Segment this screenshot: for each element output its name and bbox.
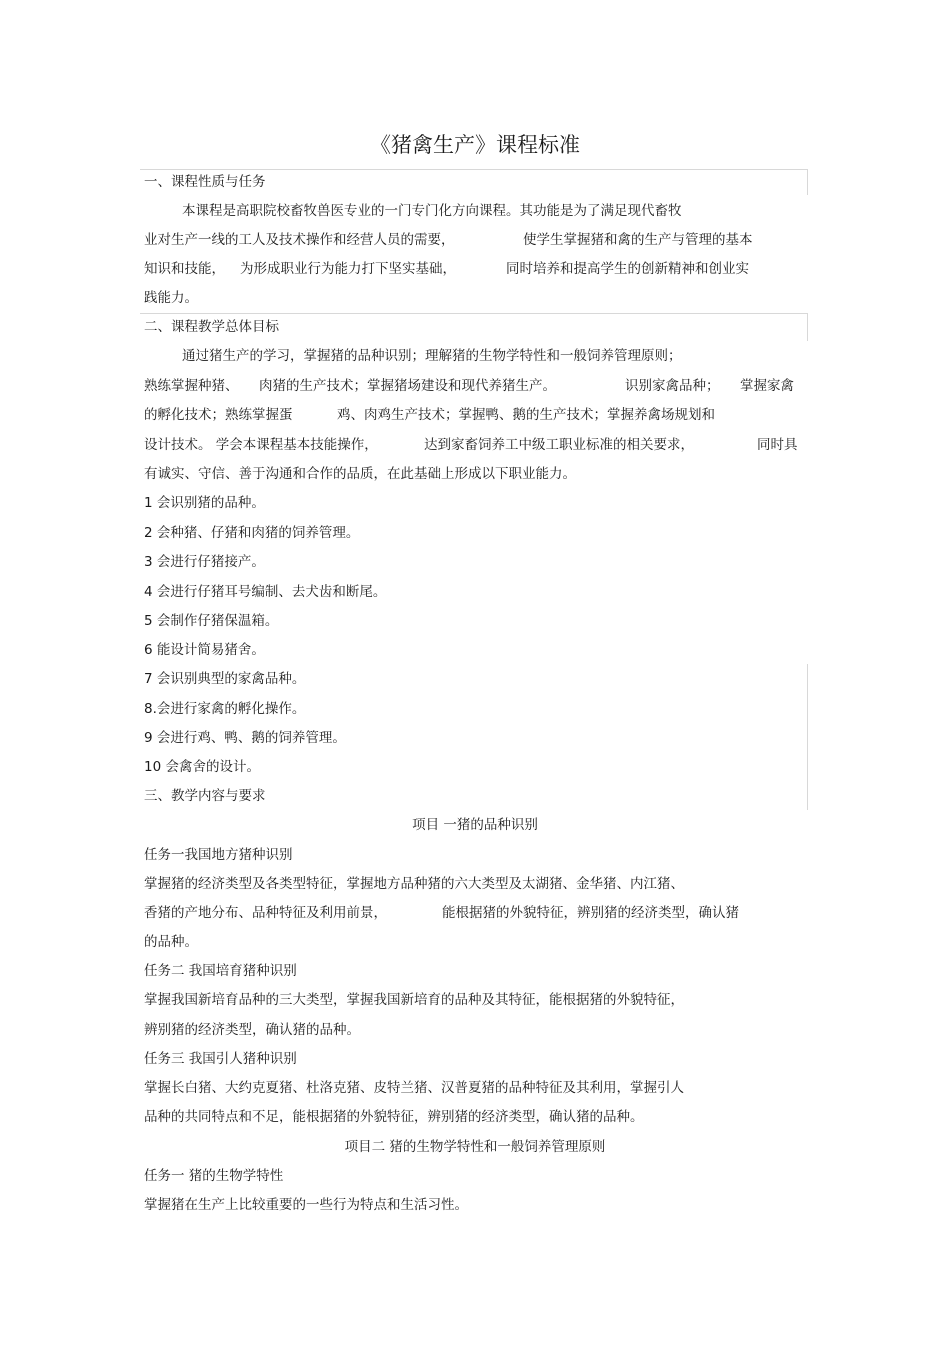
rule-right-sec2 (807, 313, 808, 341)
rule-right-list (807, 664, 808, 810)
paragraph-line: 的孵化技术；熟练掌握蛋 (144, 407, 293, 423)
section-heading-2: 二、课程教学总体目标 (144, 319, 279, 335)
paragraph-line: 践能力。 (144, 290, 198, 306)
paragraph-line: 掌握猪的经济类型及各类型特征，掌握地方品种猪的六大类型及太湖猪、金华猪、内江猪、 (144, 876, 684, 892)
ability-item: 9 会进行鸡、鸭、鹅的饲养管理。 (144, 730, 346, 746)
paragraph-line: 业对生产一线的工人及技术操作和经营人员的需要， (144, 232, 455, 248)
rule-top-sec1 (140, 169, 808, 170)
paragraph-line: 香猪的产地分布、品种特征及利用前景， (144, 905, 387, 921)
paragraph-line: 使学生掌握猪和禽的生产与管理的基本 (523, 232, 753, 248)
paragraph-line: 设计技术。 学会本课程基本技能操作， (144, 437, 378, 453)
paragraph-line: 的品种。 (144, 934, 198, 950)
document-title: 《猪禽生产》课程标准 (370, 133, 580, 157)
paragraph-line: 辨别猪的经济类型，确认猪的品种。 (144, 1022, 360, 1038)
task-title: 任务二 我国培育猪种识别 (144, 963, 297, 979)
ability-item: 6 能设计简易猪舍。 (144, 642, 265, 658)
ability-item: 8.会进行家禽的孵化操作。 (144, 701, 306, 717)
rule-right-sec1 (807, 169, 808, 195)
task-title: 任务一 猪的生物学特性 (144, 1168, 284, 1184)
ability-item: 3 会进行仔猪接产。 (144, 554, 265, 570)
ability-item: 7 会识别典型的家禽品种。 (144, 671, 306, 687)
ability-item: 1 会识别猪的品种。 (144, 495, 265, 511)
ability-item: 2 会种猪、仔猪和肉猪的饲养管理。 (144, 525, 360, 541)
paragraph-line: 鸡、肉鸡生产技术；掌握鸭、鹅的生产技术；掌握养禽场规划和 (337, 407, 715, 423)
paragraph-line: 品种的共同特点和不足，能根据猪的外貌特征，辨别猪的经济类型，确认猪的品种。 (144, 1109, 644, 1125)
paragraph-line: 通过猪生产的学习，掌握猪的品种识别；理解猪的生物学特性和一般饲养管理原则； (182, 348, 682, 364)
paragraph-line: 掌握我国新培育品种的三大类型，掌握我国新培育的品种及其特征，能根据猪的外貌特征， (144, 992, 684, 1008)
paragraph-line: 知识和技能， (144, 261, 225, 277)
paragraph-line: 掌握长白猪、大约克夏猪、杜洛克猪、皮特兰猪、汉普夏猪的品种特征及其利用，掌握引人 (144, 1080, 684, 1096)
task-title: 任务三 我国引人猪种识别 (144, 1051, 297, 1067)
section-heading-1: 一、课程性质与任务 (144, 174, 266, 190)
paragraph-line: 熟练掌握种猪、 (144, 378, 239, 394)
paragraph-line: 本课程是高职院校畜牧兽医专业的一门专门化方向课程。其功能是为了满足现代畜牧 (182, 203, 682, 219)
ability-item: 10 会禽舍的设计。 (144, 759, 260, 775)
task-title: 任务一我国地方猪种识别 (144, 847, 293, 863)
paragraph-line: 肉猪的生产技术；掌握猪场建设和现代养猪生产。 (259, 378, 556, 394)
paragraph-line: 掌握家禽 (740, 378, 794, 394)
paragraph-line: 同时具 (757, 437, 798, 453)
paragraph-line: 达到家畜饲养工中级工职业标准的相关要求， (424, 437, 694, 453)
rule-top-sec2 (140, 313, 808, 314)
ability-item: 5 会制作仔猪保温箱。 (144, 613, 279, 629)
section-heading-3: 三、教学内容与要求 (144, 788, 266, 804)
paragraph-line: 为形成职业行为能力打下坚实基础， (240, 261, 456, 277)
paragraph-line: 识别家禽品种； (625, 378, 720, 394)
paragraph-line: 掌握猪在生产上比较重要的一些行为特点和生活习性。 (144, 1197, 468, 1213)
paragraph-line: 能根据猪的外貌特征，辨别猪的经济类型，确认猪 (442, 905, 739, 921)
paragraph-line: 有诚实、守信、善于沟通和合作的品质，在此基础上形成以下职业能力。 (144, 466, 576, 482)
ability-item: 4 会进行仔猪耳号编制、去犬齿和断尾。 (144, 584, 387, 600)
project-title: 项目二 猪的生物学特性和一般饲养管理原则 (344, 1139, 606, 1155)
paragraph-line: 同时培养和提高学生的创新精神和创业实 (506, 261, 749, 277)
project-title: 项目 一猪的品种识别 (412, 817, 538, 833)
